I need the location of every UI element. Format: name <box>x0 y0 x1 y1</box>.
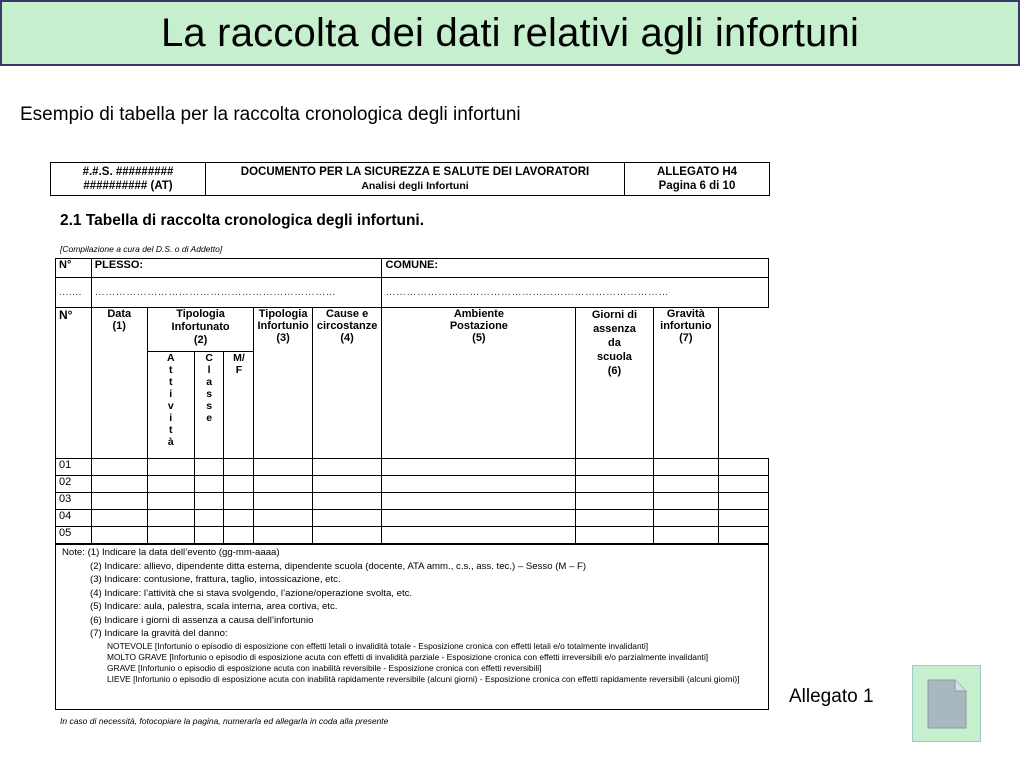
comune-label: COMUNE: <box>382 259 769 278</box>
col-mf: M/ F <box>224 352 254 459</box>
gravity-lieve: LIEVE [Infortunio o episodio di esposizione acuta con inabilità rapidamente reversibile (alcuni giorni) - Esposizione cronica con effetti rapidamente reversibili (alcuni giorni)] <box>107 673 740 684</box>
subtitle: Esempio di tabella per la raccolta cronologica degli infortuni <box>20 104 521 125</box>
page-title: La raccolta dei dati relativi agli infortuni <box>160 10 860 55</box>
row-number: 01 <box>56 459 92 476</box>
footnote: In caso di necessità, fotocopiare la pagina, numerarla ed allegarla in coda alla presente <box>60 716 389 726</box>
note-1: Note: (1) Indicare la data dell’evento (gg-mm-aaaa) <box>62 547 280 558</box>
comune-field[interactable]: ……………………………………………………………………… <box>382 278 769 308</box>
gravity-molto-grave: MOLTO GRAVE [Infortunio o episodio di esposizione acuta con effetti di invalidità parziale - Esposizione cronica con effetti irreversibili e/o parzialmente invalidanti] <box>107 651 709 662</box>
row-number: 02 <box>56 476 92 493</box>
notes-box <box>55 544 769 710</box>
document-link-button[interactable] <box>912 665 981 742</box>
table-row <box>56 476 769 493</box>
plesso-field[interactable]: …………………………………………………………… <box>91 278 382 308</box>
doc-header-center: DOCUMENTO PER LA SICUREZZA E SALUTE DEI LAVORATORI Analisi degli Infortuni <box>206 163 625 196</box>
row-number: 04 <box>56 510 92 527</box>
table-row <box>56 527 769 544</box>
doc-header-left: #.#.S. ######### ########## (AT) <box>51 163 206 196</box>
title-bar <box>0 0 1020 66</box>
note-5: (5) Indicare: aula, palestra, scala interna, area cortiva, etc. <box>90 601 338 612</box>
col-tipologia-infortunato: Tipologia Infortunato (2) <box>147 308 254 352</box>
col-tipologia-infortunio: Tipologia Infortunio (3) <box>254 308 312 459</box>
row-number: 05 <box>56 527 92 544</box>
accident-table <box>55 258 769 544</box>
col-classe: C l a s s e <box>194 352 224 459</box>
col-attivita: A t t i v i t à <box>147 352 194 459</box>
col-n: N° <box>56 308 92 459</box>
col-ambiente: Ambiente Postazione (5) <box>382 308 576 459</box>
section-title: 2.1 Tabella di raccolta cronologica degli infortuni. <box>60 212 425 229</box>
col-cause: Cause e circostanze (4) <box>312 308 382 459</box>
col-giorni: Giorni di assenza da scuola (6) <box>576 308 653 459</box>
plesso-label: PLESSO: <box>91 259 382 278</box>
table-row <box>56 459 769 476</box>
info-n-label: N° <box>56 259 92 278</box>
doc-header-right: ALLEGATO H4 Pagina 6 di 10 <box>625 163 770 196</box>
note-4: (4) Indicare: l’attività che si stava svolgendo, l’azione/operazione svolta, etc. <box>90 587 413 599</box>
document-image <box>50 160 772 730</box>
document-header <box>50 162 770 196</box>
info-n-field[interactable]: ....... <box>56 278 92 308</box>
allegato-label: Allegato 1 <box>789 686 874 707</box>
note-3: (3) Indicare: contusione, frattura, taglio, intossicazione, etc. <box>90 574 341 585</box>
row-number: 03 <box>56 493 92 510</box>
col-gravita: Gravità infortunio (7) <box>653 308 718 459</box>
col-data: Data (1) <box>91 308 147 459</box>
document-icon <box>927 679 967 729</box>
gravity-grave: GRAVE [Infortunio o episodio di esposizione acuta con inabilità reversibile - Esposizione cronica con effetti reversibili] <box>107 662 542 673</box>
note-6: (6) Indicare i giorni di assenza a causa dell’infortunio <box>90 614 314 626</box>
table-row <box>56 510 769 527</box>
table-row <box>56 493 769 510</box>
compilation-note: [Compilazione a cura del D.S. o di Addetto] <box>60 244 223 254</box>
gravity-notevole: NOTEVOLE [Infortunio o episodio di esposizione con effetti letali o invalidità totale - Esposizione cronica con effetti letali e/o totalmente invalidanti] <box>107 640 649 651</box>
note-2: (2) Indicare: allievo, dipendente ditta esterna, dipendente scuola (docente, ATA amm., c.s., ass. tec.) – Sesso (M – F) <box>90 560 587 572</box>
note-7: (7) Indicare la gravità del danno: <box>90 628 228 639</box>
